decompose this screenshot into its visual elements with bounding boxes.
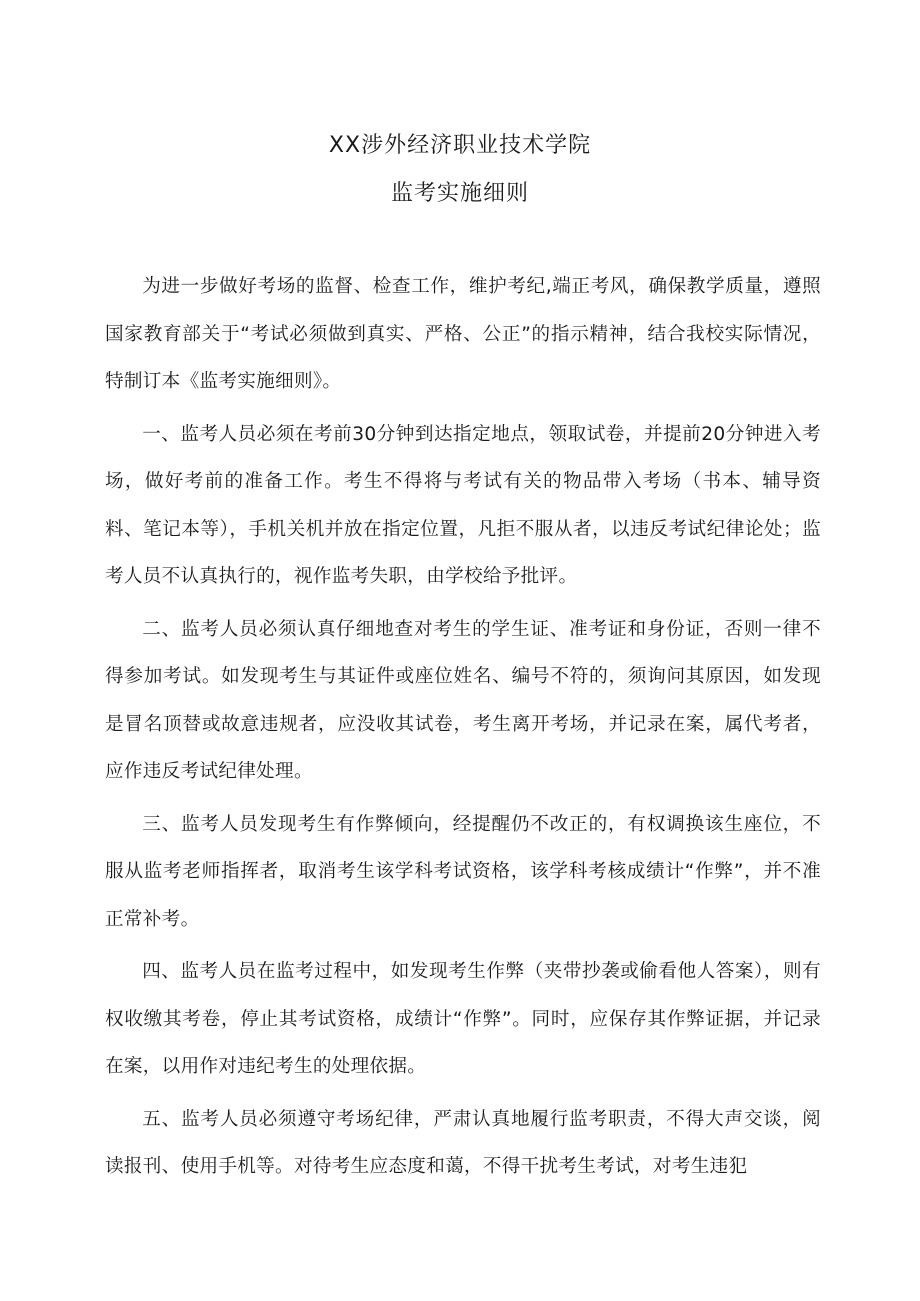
paragraph-rule-5: 五、监考人员必须遵守考场纪律，严肃认真地履行监考职责，不得大声交谈，阅读报刊、使用手机等。对待考生应态度和蔼，不得干扰考生考试，对考生违犯 <box>105 1108 821 1177</box>
document-title-institution: XX涉外经济职业技术学院 <box>328 133 592 158</box>
paragraph-rule-4: 四、监考人员在监考过程中，如发现考生作弊（夹带抄袭或偷看他人答案），则有权收缴其考卷，停止其考试资格，成绩计“作弊”。同时，应保存其作弊证据，并记录在案，以用作对违纪考生的处理依据。 <box>105 961 821 1077</box>
paragraph-rule-3: 三、监考人员发现考生有作弊倾向，经提醒仍不改正的，有权调换该生座位，不服从监考老师指挥者，取消考生该学科考试资格，该学科考核成绩计“作弊”，并不准正常补考。 <box>105 813 821 930</box>
paragraph-rule-1: 一、监考人员必须在考前30分钟到达指定地点，领取试卷，并提前20分钟进入考场，做好考前的准备工作。考生不得将与考试有关的物品带入考场（书本、辅导资料、笔记本等），手机关机并放在指定位置，凡拒不服从者，以违反考试纪律论处；监考人员不认真执行的，视作监考失职，由学校给予批评。 <box>105 423 821 587</box>
paragraph-intro: 为进一步做好考场的监督、检查工作，维护考纪,端正考风，确保教学质量，遵照国家教育部关于“考试必须做到真实、严格、公正”的指示精神，结合我校实际情况，特制订本《监考实施细则》。 <box>105 276 821 392</box>
document-body <box>105 263 821 1196</box>
paragraph-rule-2: 二、监考人员必须认真仔细地查对考生的学生证、准考证和身份证，否则一律不得参加考试。如发现考生与其证件或座位姓名、编号不符的，须询问其原因，如发现是冒名顶替或故意违规者，应没收其试卷，考生离开考场，并记录在案，属代考者，应作违反考试纪律处理。 <box>105 618 821 782</box>
document-title-rules: 监考实施细则 <box>390 181 529 206</box>
